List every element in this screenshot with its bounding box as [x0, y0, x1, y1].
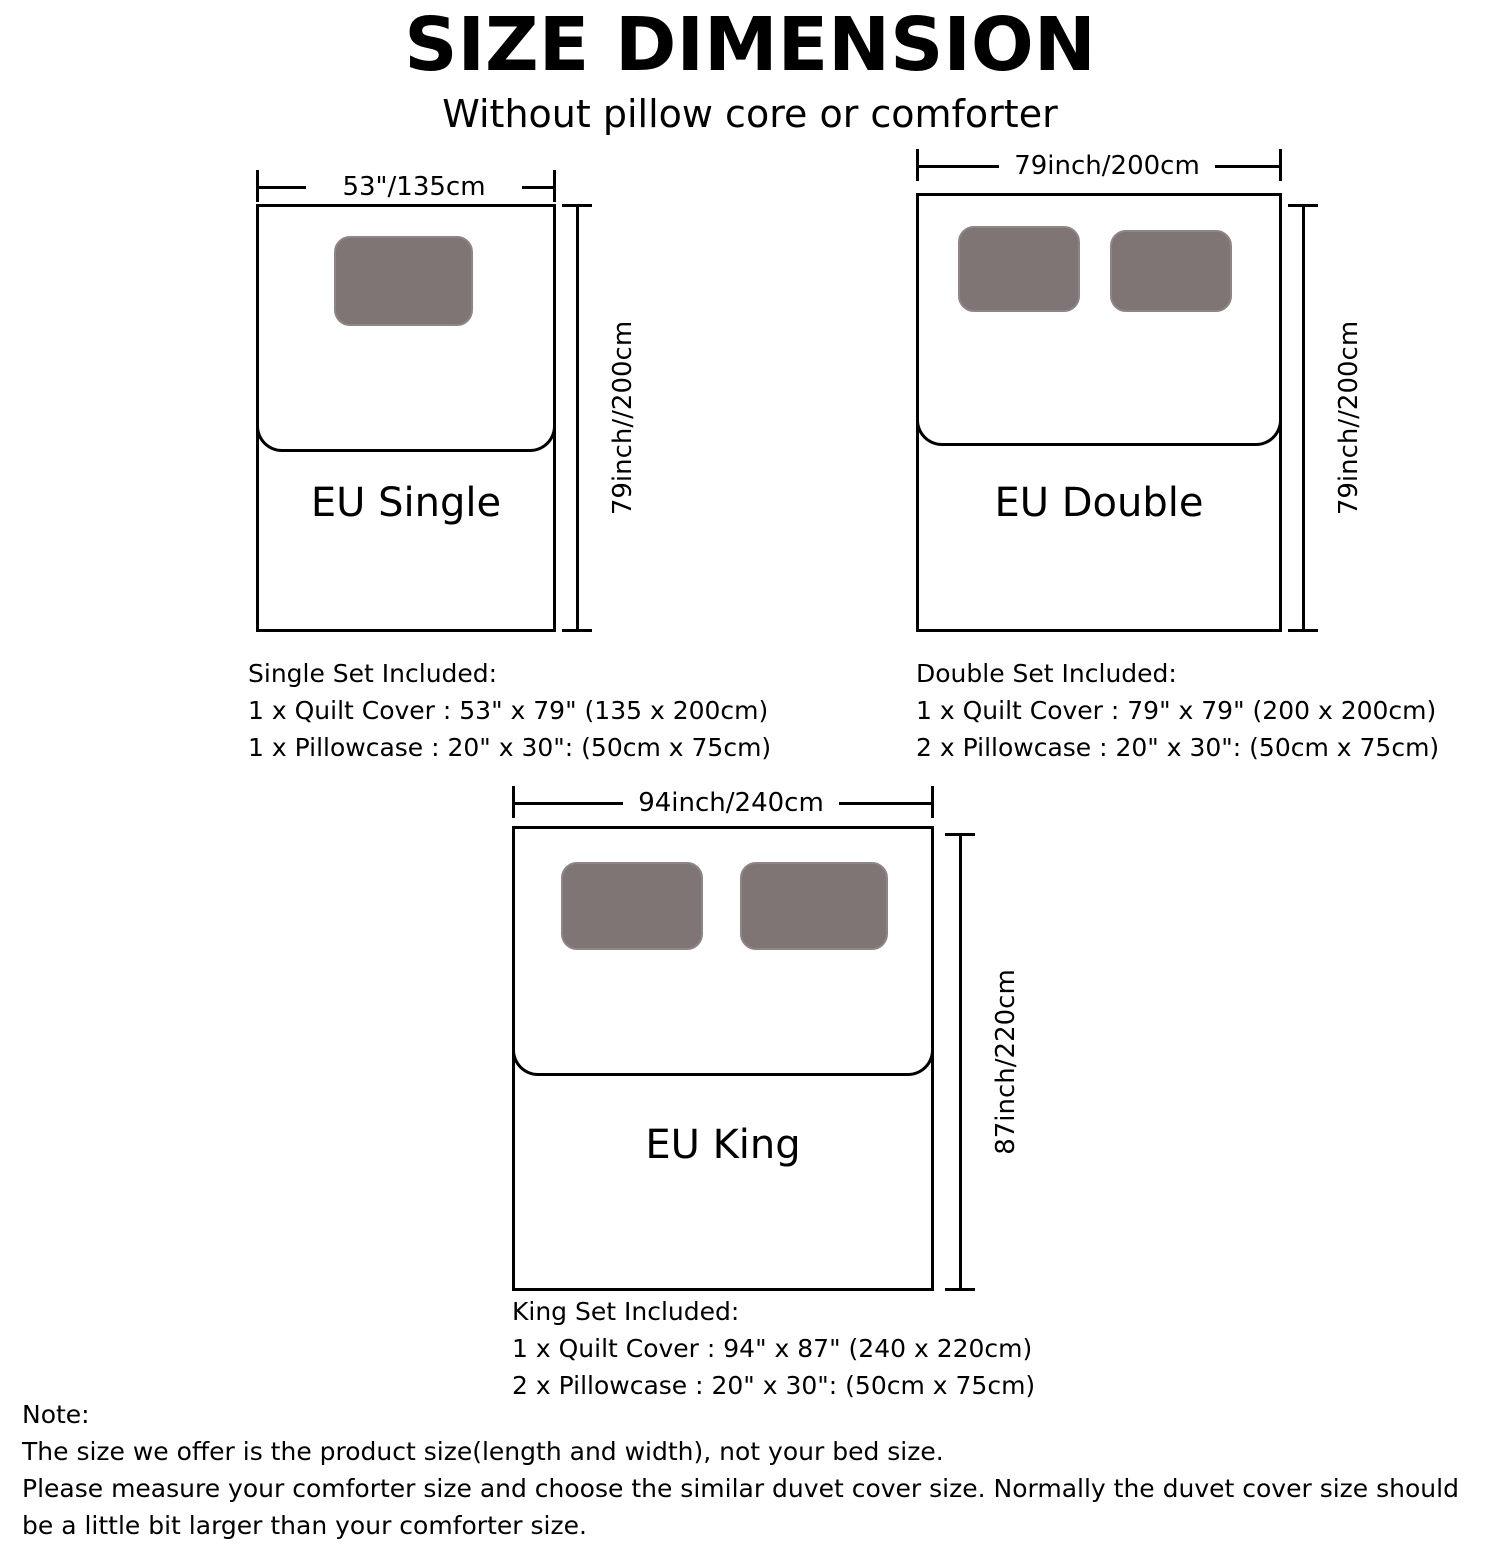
- double-height-label: 79inch//200cm: [1334, 295, 1364, 541]
- single-width-cap-right: [553, 170, 556, 202]
- king-height-dim-line: [959, 833, 962, 1291]
- double-height-cap-bottom: [1288, 629, 1318, 632]
- double-included-title: Double Set Included:: [916, 659, 1177, 688]
- single-bed-label: EU Single: [310, 480, 502, 526]
- king-height-label: 87inch/220cm: [991, 939, 1021, 1185]
- double-height-cap-top: [1288, 204, 1318, 207]
- single-height-dim-line: [576, 204, 579, 632]
- double-pillow-2: [1110, 230, 1232, 312]
- king-width-cap-left: [512, 786, 515, 818]
- page-title: SIZE DIMENSION: [404, 2, 1096, 88]
- king-pillow-1: [561, 862, 703, 950]
- single-duvet-outline: [256, 344, 556, 452]
- double-bed-label: EU Double: [994, 480, 1204, 526]
- single-height-label: 79inch//200cm: [608, 295, 638, 541]
- double-pillow-1: [958, 226, 1080, 312]
- king-included-line-2: 2 x Pillowcase : 20" x 30": (50cm x 75cm): [512, 1371, 1036, 1400]
- single-included-list: [248, 655, 771, 766]
- double-included-list: [916, 655, 1439, 766]
- king-duvet-outline: [512, 966, 934, 1076]
- single-height-cap-top: [562, 204, 592, 207]
- double-included-line-2: 2 x Pillowcase : 20" x 30": (50cm x 75cm): [916, 733, 1440, 762]
- page-subtitle: Without pillow core or comforter: [442, 92, 1058, 136]
- king-included-title: King Set Included:: [512, 1297, 740, 1326]
- single-width-cap-left: [256, 170, 259, 202]
- king-bed-label: EU King: [645, 1122, 801, 1168]
- king-width-label: 94inch/240cm: [623, 788, 839, 818]
- note-line-1: The size we offer is the product size(length and width), not your bed size.: [22, 1437, 944, 1466]
- king-included-line-1: 1 x Quilt Cover : 94" x 87" (240 x 220cm): [512, 1334, 1033, 1363]
- king-included-list: [512, 1293, 1035, 1404]
- note-block: [22, 1396, 1492, 1544]
- double-width-cap-right: [1279, 149, 1282, 181]
- king-height-cap-top: [945, 833, 975, 836]
- single-pillow-1: [334, 236, 473, 326]
- double-height-dim-line: [1302, 204, 1305, 632]
- single-included-line-2: 1 x Pillowcase : 20" x 30": (50cm x 75cm): [248, 733, 772, 762]
- single-included-line-1: 1 x Quilt Cover : 53" x 79" (135 x 200cm): [248, 696, 769, 725]
- note-line-2: Please measure your comforter size and choose the similar duvet cover size. Normally the duvet cover size should be a little bit larger than your comforter size.: [22, 1474, 1459, 1540]
- king-width-cap-right: [931, 786, 934, 818]
- double-duvet-outline: [916, 336, 1282, 446]
- single-height-cap-bottom: [562, 629, 592, 632]
- single-included-title: Single Set Included:: [248, 659, 498, 688]
- single-width-label: 53"/135cm: [306, 172, 522, 202]
- note-title: Note:: [22, 1400, 90, 1429]
- king-height-cap-bottom: [945, 1288, 975, 1291]
- double-included-line-1: 1 x Quilt Cover : 79" x 79" (200 x 200cm): [916, 696, 1437, 725]
- double-width-label: 79inch/200cm: [999, 151, 1215, 181]
- double-width-cap-left: [916, 149, 919, 181]
- king-pillow-2: [740, 862, 888, 950]
